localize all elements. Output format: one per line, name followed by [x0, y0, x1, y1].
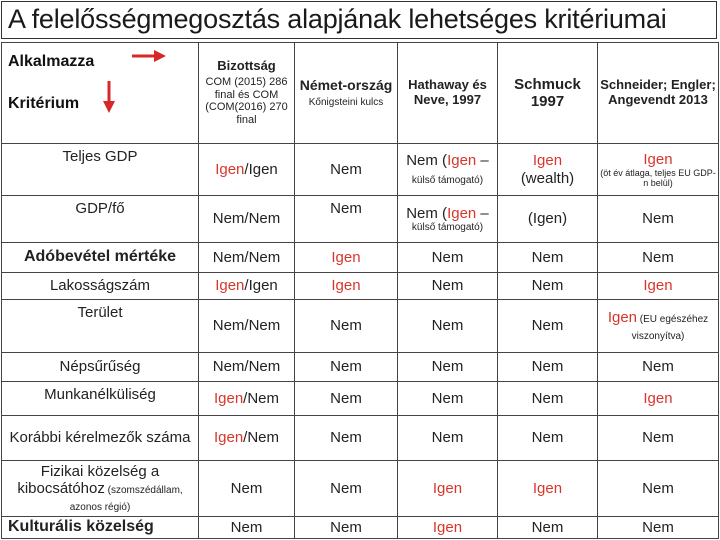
cell-value: /Nem — [243, 429, 280, 447]
cell: Nem — [498, 517, 598, 539]
table-row — [2, 382, 719, 416]
cell — [498, 144, 598, 196]
cell: Igen — [398, 461, 498, 517]
arrow-down-icon — [102, 81, 116, 113]
corner-cell — [2, 43, 199, 144]
row-label — [2, 461, 199, 517]
row-label: Népsűrűség — [2, 353, 199, 382]
row-label: Korábbi kérelmezők száma — [2, 416, 199, 461]
arrow-right-icon — [132, 49, 166, 63]
cell: Nem/Nem — [199, 353, 295, 382]
cell: Igen — [598, 273, 719, 300]
header-bizottsag — [199, 43, 295, 144]
cell: (Igen) — [498, 196, 598, 243]
cell: Nem — [498, 273, 598, 300]
cell: Nem — [498, 243, 598, 273]
cell: Nem — [598, 243, 719, 273]
header-nemetorszag — [295, 43, 398, 144]
cell — [398, 144, 498, 196]
cell — [199, 416, 295, 461]
header-title: Német-ország — [299, 77, 393, 94]
header-sub: Kőnigsteini kulcs — [308, 97, 384, 109]
table-row — [2, 300, 719, 353]
table-row — [2, 461, 719, 517]
cell-value: Igen — [215, 160, 245, 178]
cell: Nem — [498, 416, 598, 461]
cell — [598, 144, 719, 196]
cell: Nem — [295, 300, 398, 353]
cell: Nem/Nem — [199, 243, 295, 273]
cell-value: /Igen — [244, 160, 278, 178]
cell: Nem — [295, 461, 398, 517]
cell: Nem — [498, 382, 598, 416]
cell: Nem — [295, 416, 398, 461]
cell-value: Igen — [215, 277, 245, 295]
cell: Nem — [398, 353, 498, 382]
cell: Nem/Nem — [199, 300, 295, 353]
page-title: A felelősségmegosztás alapjának lehetséges kritériumai — [8, 4, 667, 34]
row-label: Lakosságszám — [2, 273, 199, 300]
cell: Nem — [398, 416, 498, 461]
cell-value: külső támogató) — [411, 221, 484, 233]
cell: Nem — [295, 144, 398, 196]
header-hathaway — [398, 43, 498, 144]
cell-value: Igen — [213, 389, 244, 407]
cell-value: (wealth) — [520, 169, 575, 187]
row-label: Kulturális közelség — [2, 517, 199, 539]
cell-value: Igen — [447, 152, 477, 170]
table-row — [2, 243, 719, 273]
cell-value: – — [476, 152, 489, 170]
cell: Igen — [295, 273, 398, 300]
row-label: Adóbevétel mértéke — [2, 243, 199, 273]
criteria-table — [1, 42, 719, 539]
cell-value: Igen — [643, 150, 673, 168]
apply-label: Alkalmazza — [8, 53, 95, 70]
header-row — [2, 43, 719, 144]
cell: Nem — [199, 461, 295, 517]
cell-value: /Igen — [244, 277, 278, 295]
header-title: Bizottság — [217, 58, 276, 74]
cell: Nem — [199, 517, 295, 539]
cell-value: külső támogató) — [411, 175, 484, 187]
cell-value: Nem ( — [406, 152, 448, 170]
header-title: Hathaway és Neve, 1997 — [408, 77, 487, 107]
cell: Nem — [398, 243, 498, 273]
cell: Nem — [598, 353, 719, 382]
cell: Nem — [598, 517, 719, 539]
cell: Igen — [295, 243, 398, 273]
table-row — [2, 273, 719, 300]
cell: Nem — [398, 273, 498, 300]
row-label: Teljes GDP — [2, 144, 199, 196]
table-row — [2, 353, 719, 382]
cell-value: Igen — [213, 429, 244, 447]
cell: Nem — [598, 461, 719, 517]
row-label-note: (szomszédállam, azonos régió) — [69, 484, 183, 514]
row-label: GDP/fő — [2, 196, 199, 243]
cell-value: /Nem — [243, 389, 280, 407]
table-row — [2, 144, 719, 196]
cell: Nem — [498, 300, 598, 353]
cell — [199, 144, 295, 196]
row-label-text: Fizikai közelség a kibocsátóhoz — [17, 462, 160, 497]
header-sub: COM (2015) 286 final és COM (COM(2016) 270 final — [205, 76, 288, 127]
cell: Igen — [498, 461, 598, 517]
table-row — [2, 416, 719, 461]
table-row — [2, 196, 719, 243]
title-box — [1, 1, 717, 39]
cell: Nem — [398, 382, 498, 416]
criterion-label: Kritérium — [8, 95, 80, 112]
cell-value: Nem ( — [406, 204, 448, 222]
cell-value: Igen — [532, 152, 563, 170]
cell-value: (EU egészéhez viszonyítva) — [631, 313, 709, 342]
cell: Nem — [295, 353, 398, 382]
cell-value: Igen — [607, 308, 638, 326]
cell: Nem — [295, 517, 398, 539]
header-schneider — [598, 43, 719, 144]
table-row — [2, 517, 719, 539]
cell-value: – — [476, 204, 489, 222]
cell: Nem/Nem — [199, 196, 295, 243]
cell: Nem — [295, 382, 398, 416]
header-schmuck — [498, 43, 598, 144]
header-title: Schneider; Engler; Angevendt 2013 — [600, 77, 716, 107]
cell — [398, 196, 498, 243]
cell-value: (öt év átlaga, teljes EU GDP-n belül) — [600, 167, 716, 189]
row-label: Terület — [2, 300, 199, 353]
cell: Igen — [398, 517, 498, 539]
row-label: Munkanélküliség — [2, 382, 199, 416]
cell — [199, 382, 295, 416]
cell-value: Igen — [447, 204, 477, 222]
cell: Nem — [598, 416, 719, 461]
cell — [199, 273, 295, 300]
cell: Nem — [398, 300, 498, 353]
cell: Nem — [295, 196, 398, 243]
cell: Nem — [498, 353, 598, 382]
cell: Nem — [598, 196, 719, 243]
header-title: Schmuck 1997 — [514, 75, 581, 110]
cell — [598, 300, 719, 353]
cell: Igen — [598, 382, 719, 416]
